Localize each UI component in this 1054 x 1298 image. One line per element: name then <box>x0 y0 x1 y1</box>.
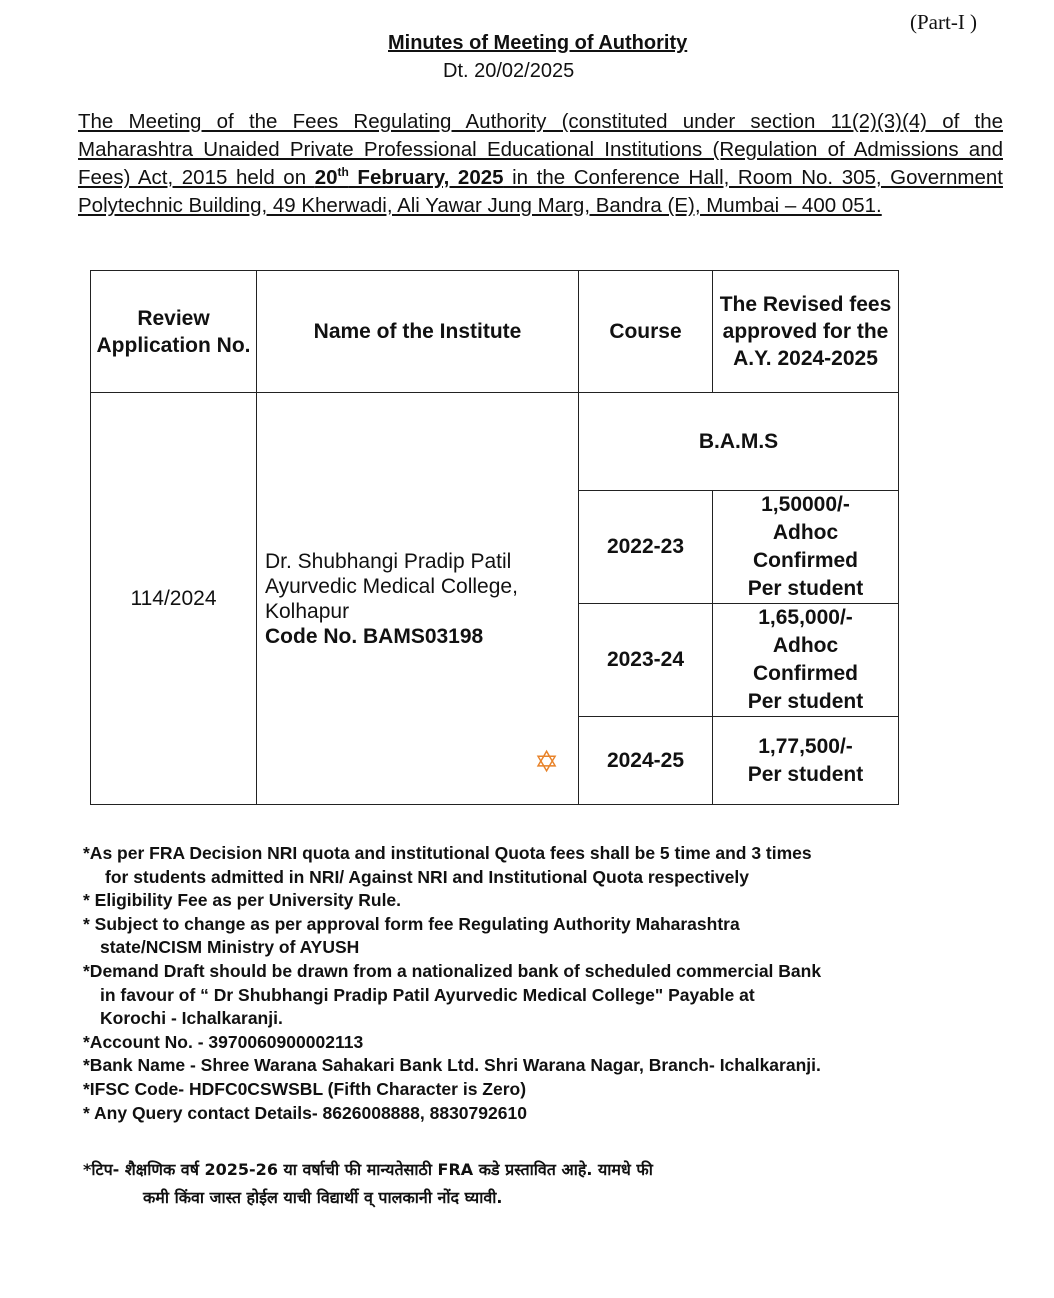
note: *As per FRA Decision NRI quota and institutional Quota fees shall be 5 time and 3 times <box>83 843 812 863</box>
header-fees: The Revised fees approved for the A.Y. 2024-2025 <box>713 271 899 393</box>
fee-cell: 1,77,500/- Per student <box>713 717 899 805</box>
intro-text-2: in the Conference Hall, Room No. 305, Government Polytechnic Building, 49 Kherwadi, Ali Yawar Jung Marg, Bandra (E), Mumbai – 400 051. <box>78 166 1003 217</box>
intro-paragraph <box>78 108 1003 220</box>
year-cell: 2023-24 <box>579 604 713 717</box>
header-institute: Name of the Institute <box>257 271 579 393</box>
marathi-line-1: *टिप- शैक्षणिक वर्ष 2025-26 या वर्षाची फी मान्यतेसाठी FRA कडे प्रस्तावित आहे. यामधे फी <box>83 1160 653 1179</box>
meeting-date: Dt. 20/02/2025 <box>443 60 575 82</box>
notes-section <box>83 842 963 1125</box>
note: for students admitted in NRI/ Against NRI and Institutional Quota respectively <box>105 866 750 887</box>
course-name: B.A.M.S <box>579 393 899 491</box>
note: * Eligibility Fee as per University Rule. <box>83 890 402 911</box>
note: * Subject to change as per approval form fee Regulating Authority Maharashtra <box>83 913 740 934</box>
institute-code: Code No. BAMS03198 <box>265 624 484 648</box>
note: Korochi - Ichalkaranji. <box>100 1008 283 1029</box>
star-of-david-icon: ✡ <box>534 746 560 779</box>
intro-text-1: The Meeting of the Fees Regulating Authority (constituted under section 11(2)(3)(4) of the Maharashtra Unaided Private Professional Educational Institutions (Regulation of Admissions and Fees) Act, 2015 held on <box>78 110 1003 189</box>
note: *Account No. - 3970060900002113 <box>83 1031 364 1052</box>
note: *Bank Name - Shree Warana Sahakari Bank Ltd. Shri Warana Nagar, Branch- Ichalkaranji. <box>83 1055 821 1076</box>
marathi-line-2: कमी किंवा जास्त होईल याची विद्यार्थी व् पालकानी नोंद घ्यावी. <box>143 1188 503 1207</box>
document-title: Minutes of Meeting of Authority <box>388 32 688 54</box>
institute-name: Dr. Shubhangi Pradip Patil Ayurvedic Medical College, Kolhapur <box>265 549 518 623</box>
part-label: (Part-I ) <box>910 10 978 34</box>
note: * Any Query contact Details- 8626008888, 8830792610 <box>83 1102 527 1123</box>
header-review-no: Review Application No. <box>91 271 257 393</box>
header-course: Course <box>579 271 713 393</box>
fees-table <box>90 270 899 805</box>
note: *IFSC Code- HDFC0CSWSBL (Fifth Character is Zero) <box>83 1078 527 1099</box>
marathi-note <box>83 1156 963 1212</box>
note: *Demand Draft should be drawn from a nationalized bank of scheduled commercial Bank <box>83 960 822 981</box>
fee-cell: 1,65,000/- Adhoc Confirmed Per student <box>713 604 899 717</box>
year-cell: 2022-23 <box>579 491 713 604</box>
note: in favour of “ Dr Shubhangi Pradip Patil Ayurvedic Medical College" Payable at <box>100 984 755 1005</box>
institute-cell <box>257 393 579 805</box>
intro-date: 20th February, 2025 <box>314 165 504 189</box>
note: state/NCISM Ministry of AYUSH <box>100 937 360 958</box>
fee-cell: 1,50000/- Adhoc Confirmed Per student <box>713 491 899 604</box>
year-cell: 2024-25 <box>579 717 713 805</box>
review-no-cell: 114/2024 <box>91 393 257 805</box>
